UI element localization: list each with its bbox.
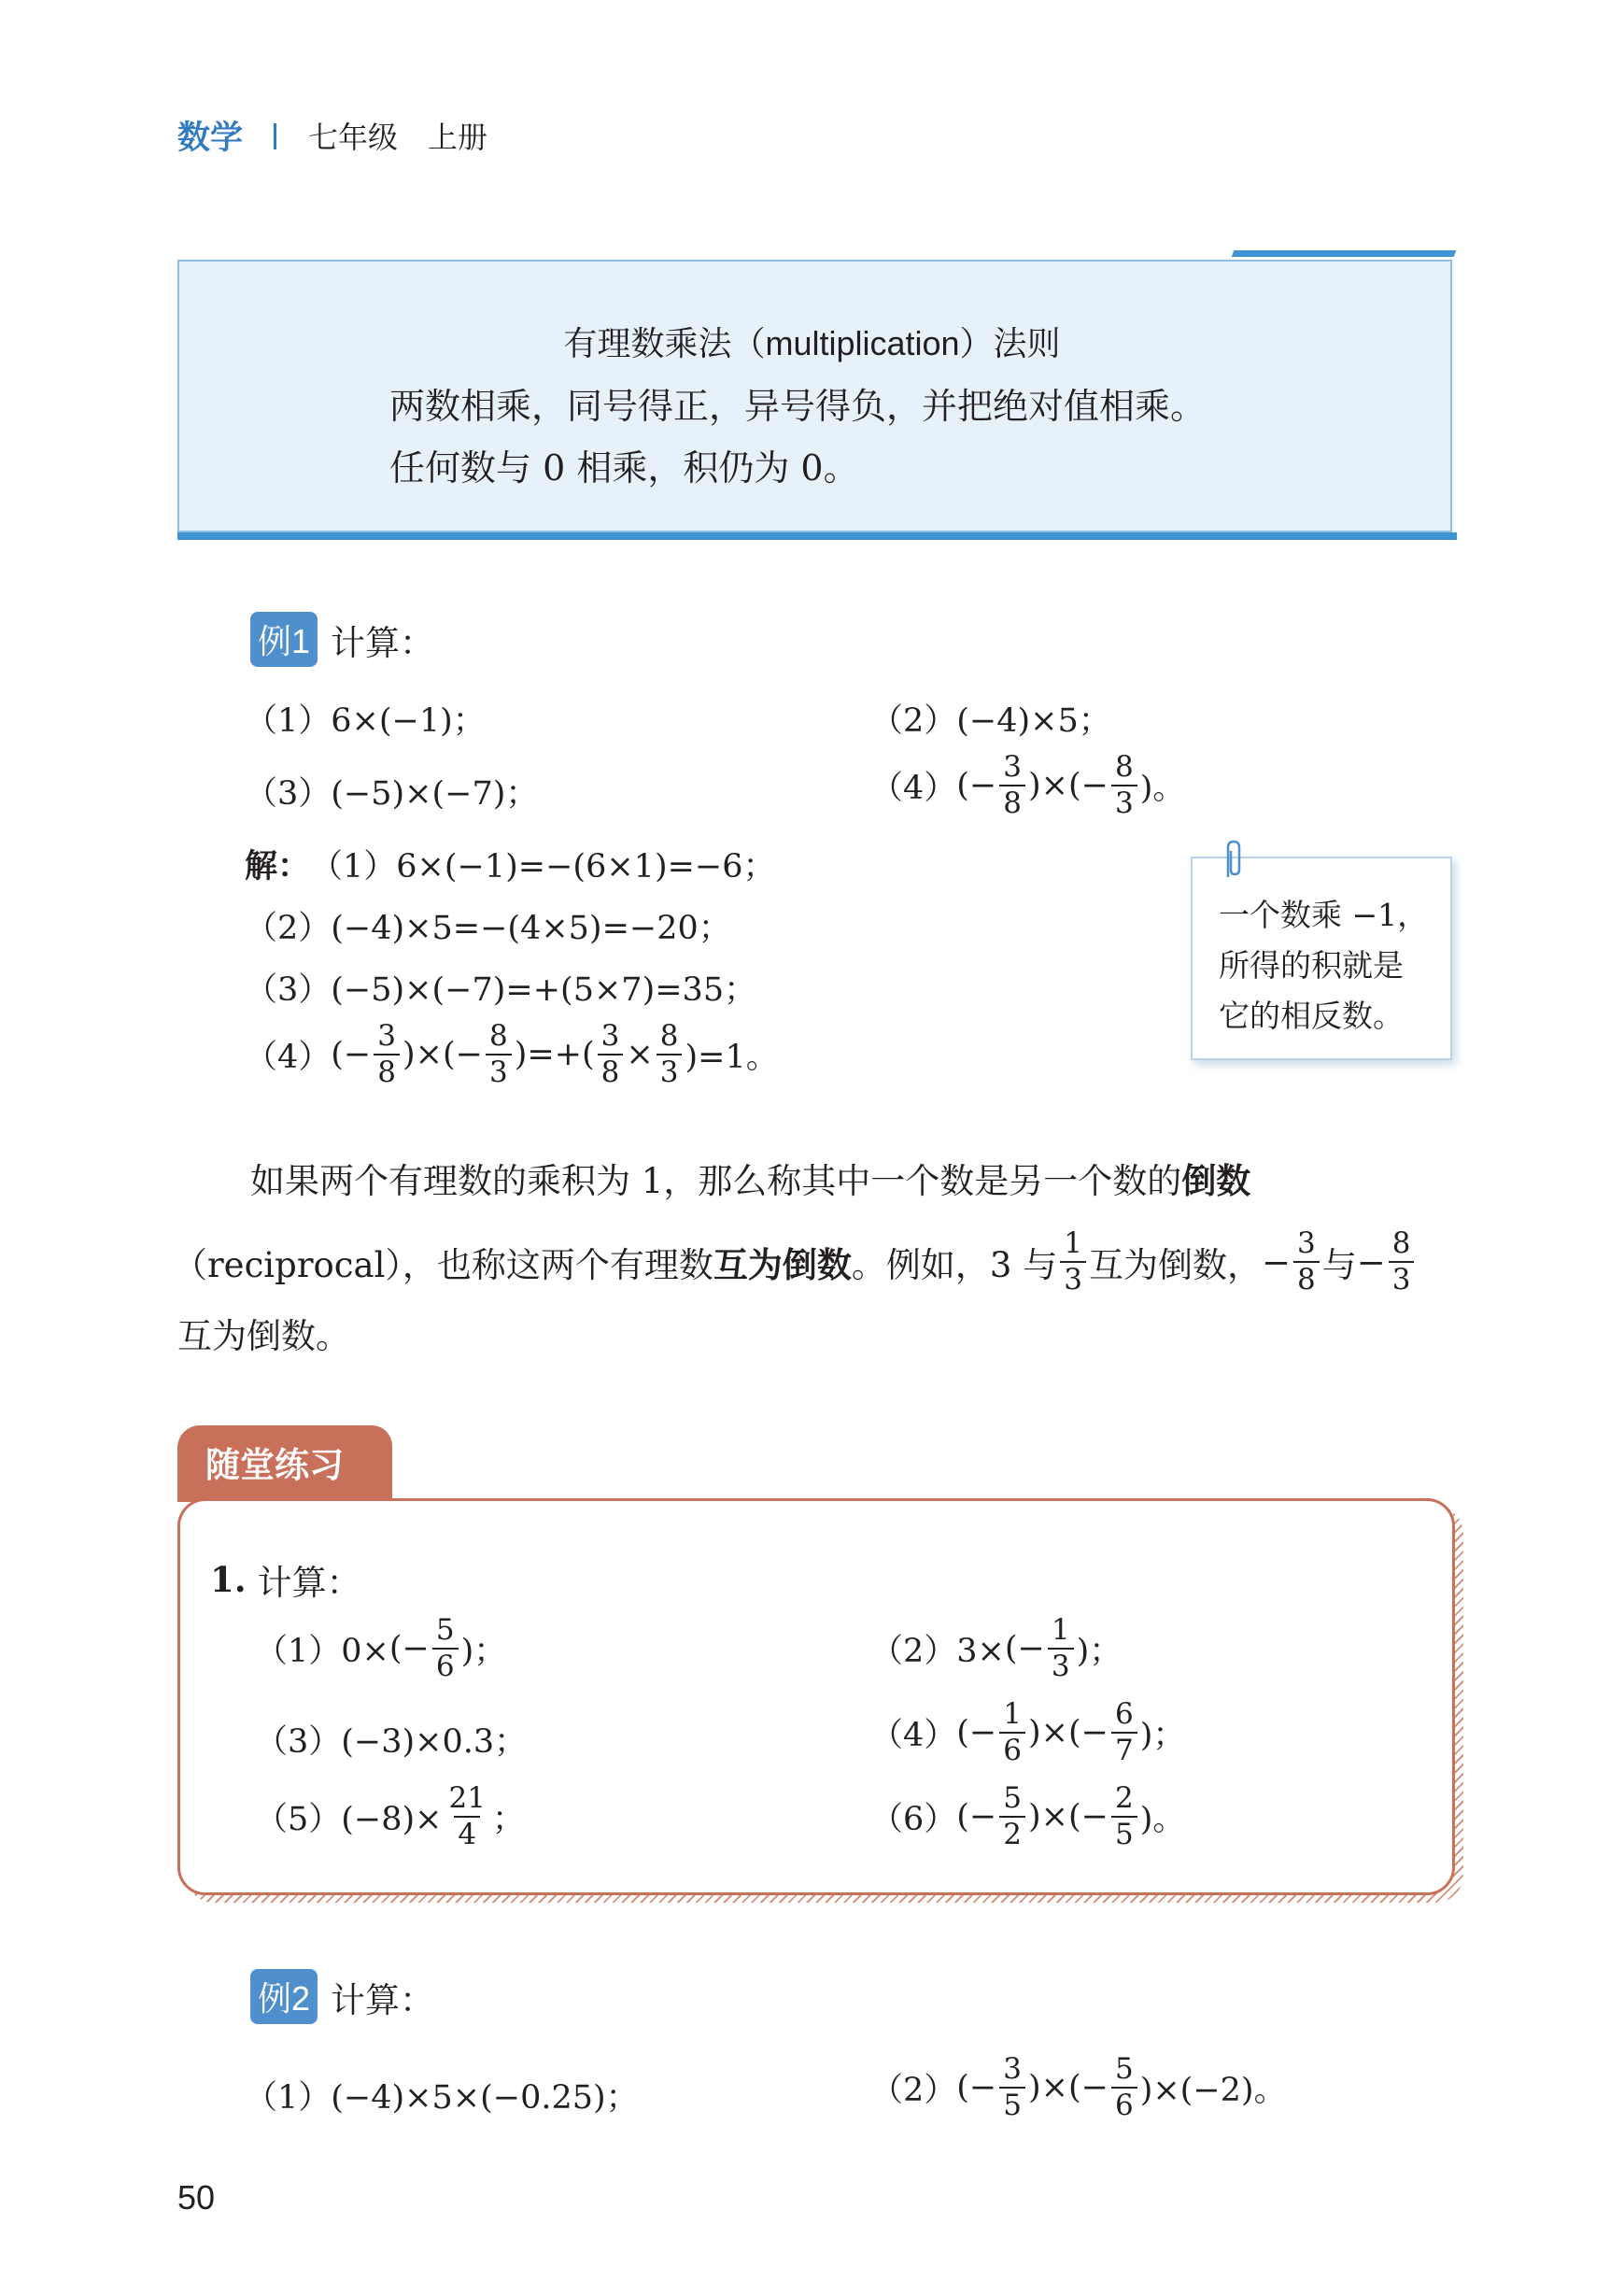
fraction: $\frac{5}{6}$: [1111, 2055, 1137, 2120]
fraction: $\frac{3}{8}$: [999, 753, 1025, 818]
example1-q4-label: （4）: [870, 770, 957, 807]
side-note: [1191, 857, 1452, 1060]
fraction: $\frac{21}{4}$: [448, 1781, 486, 1851]
reciprocal-text-2d: 与: [1321, 1245, 1357, 1285]
fraction: $\frac{5}{6}$: [432, 1616, 459, 1681]
fraction: $\frac{3}{8}$: [598, 1022, 624, 1087]
example1-q1: （1）6×(−1)；: [245, 702, 486, 740]
rule-text-1: 两数相乘，同号得正，异号得负，并把绝对值相乘。: [389, 386, 1207, 427]
solution-label: 解：: [245, 848, 311, 885]
side-note-line: 它的相反数。: [1219, 998, 1404, 1034]
side-note-line: 一个数乘 −1，: [1219, 897, 1429, 933]
solution-1: [245, 841, 776, 887]
rule-title: 有理数乘法（multiplication）法则: [563, 324, 1061, 362]
example2-q1: （1）(−4)×5×(−0.25)；: [245, 2079, 639, 2117]
subject-title: 数学: [177, 120, 244, 156]
fraction: $\frac{3}{8}$: [1293, 1229, 1320, 1295]
reciprocal-line-2: （reciprocal），也称这两个有理数 互为倒数 。例如，3 与 $\frac{1}{3}$ 互为倒数， − $\frac{3}{8}$ 与 − $\frac{8}{3}$: [173, 1229, 1417, 1295]
rule-box-accent-bottom: [177, 532, 1457, 540]
reciprocal-line-1: [250, 1153, 1250, 1203]
fraction: $\frac{3}{8}$: [374, 1022, 400, 1087]
practice-q4: （4） (− $\frac{1}{6}$ )×(− $\frac{6}{7}$ )；: [870, 1697, 1186, 1767]
practice-q4-label: （4）: [870, 1717, 957, 1754]
practice-q6-label: （6）: [870, 1801, 957, 1838]
solution-2: （2）(−4)×5=−(4×5)=−20；: [245, 910, 731, 947]
fraction: $\frac{5}{2}$: [999, 1784, 1025, 1849]
reciprocal-line-3: 互为倒数。: [177, 1316, 350, 1356]
practice-q1: （1）0× (− $\frac{5}{6}$ )；: [255, 1613, 507, 1683]
header-divider: [274, 123, 276, 149]
example1-tag: 例1: [250, 612, 318, 667]
practice-q5: （5）(−8)× $\frac{21}{4}$ ；: [255, 1781, 525, 1851]
practice-prompt: 计算：: [257, 1563, 361, 1603]
practice-q2: （2）3× (− $\frac{1}{3}$ )；: [870, 1613, 1123, 1683]
practice-tab-label: 随堂练习: [205, 1446, 344, 1484]
reciprocal-text-1: 如果两个有理数的乘积为 1，那么称其中一个数是另一个数的: [250, 1161, 1182, 1201]
solution-4: （4） (− $\frac{3}{8}$ )×(− $\frac{8}{3}$ )=+( $\frac{3}{8}$ × $\frac{8}{3}$ )=1。: [245, 1019, 779, 1089]
page-number: 50: [177, 2178, 216, 2217]
rule-text-2: 任何数与 0 相乘，积仍为 0。: [389, 447, 859, 489]
fraction: $\frac{2}{5}$: [1111, 1784, 1137, 1849]
practice-q5-label: （5）(−8)×: [255, 1801, 443, 1838]
example2-q2: （2） (− $\frac{3}{5}$ )×(− $\frac{5}{6}$ )×(−2)。: [870, 2052, 1287, 2122]
fraction: $\frac{8}{3}$: [1389, 1229, 1415, 1295]
fraction: $\frac{1}{6}$: [999, 1700, 1025, 1765]
reciprocal-text-2c: 互为倒数，: [1088, 1245, 1262, 1285]
practice-q6: （6） (− $\frac{5}{2}$ )×(− $\frac{2}{5}$ )。: [870, 1781, 1186, 1851]
reciprocal-text-2b: 。例如，3 与: [851, 1245, 1058, 1285]
term-mutual-reciprocal: 互为倒数: [713, 1246, 852, 1284]
practice-q2-label: （2）3×: [870, 1633, 1005, 1670]
side-note-line: 所得的积就是: [1219, 947, 1404, 984]
example1-q2: （2）(−4)×5；: [870, 702, 1111, 740]
example1-heading: [250, 612, 434, 667]
practice-q1-label: （1）0×: [255, 1633, 389, 1670]
paperclip-icon: [1221, 840, 1245, 881]
solution-3: （3）(−5)×(−7)=+(5×7)=35；: [245, 971, 757, 1009]
grade-label: 七年级 上册: [308, 120, 488, 154]
example1-q3: （3）(−5)×(−7)；: [245, 775, 539, 813]
rule-box-accent-top: [1232, 250, 1457, 257]
practice-heading: [210, 1554, 361, 1605]
fraction: $\frac{6}{7}$: [1111, 1700, 1137, 1765]
fraction: $\frac{1}{3}$: [1048, 1616, 1074, 1681]
reciprocal-text-2a: （reciprocal），也称这两个有理数: [173, 1245, 713, 1285]
fraction: $\frac{8}{3}$: [486, 1022, 512, 1087]
fraction: $\frac{3}{5}$: [999, 2055, 1025, 2120]
example2-heading: [250, 1969, 434, 2024]
fraction: $\frac{8}{3}$: [657, 1022, 683, 1087]
example1-q4: （4） (− $\frac{3}{8}$ )×(− $\frac{8}{3}$ )。: [870, 750, 1186, 820]
solution-1-text: （1）6×(−1)=−(6×1)=−6；: [310, 848, 776, 885]
practice-q3: （3）(−3)×0.3；: [255, 1723, 528, 1761]
solution-4-label: （4）: [245, 1039, 332, 1076]
example2-tag: 例2: [250, 1969, 318, 2024]
practice-number: 1.: [210, 1559, 247, 1600]
fraction: $\frac{1}{3}$: [1060, 1229, 1086, 1295]
example2-q2-label: （2）: [870, 2072, 957, 2109]
example1-prompt: 计算：: [331, 622, 435, 663]
fraction: $\frac{8}{3}$: [1111, 753, 1137, 818]
term-reciprocal: 倒数: [1181, 1162, 1251, 1200]
example2-prompt: 计算：: [331, 1979, 435, 2020]
